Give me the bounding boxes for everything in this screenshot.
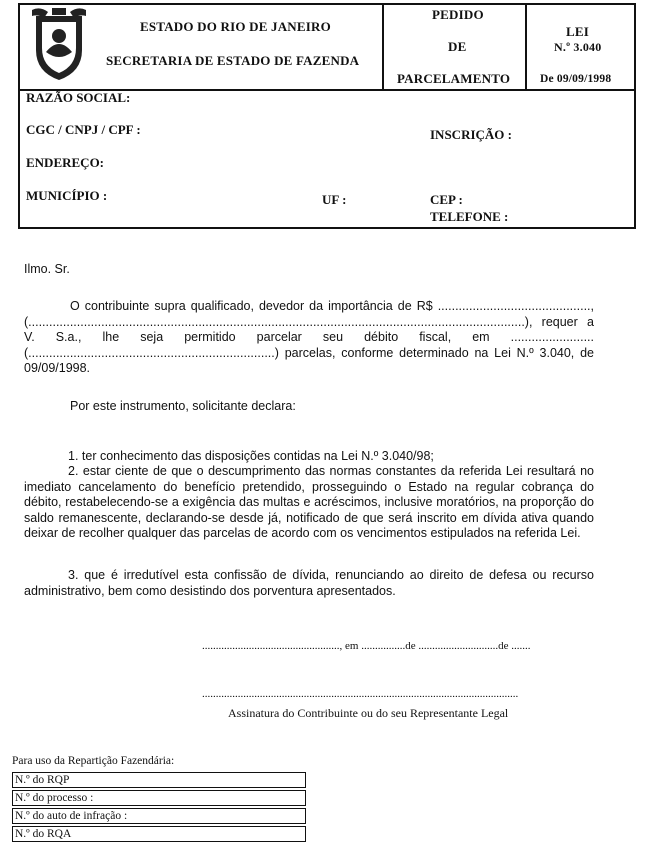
date-line bbox=[202, 640, 530, 652]
field-cep: CEP : bbox=[430, 192, 463, 207]
office-rqa-box[interactable] bbox=[12, 826, 306, 842]
office-processo-box[interactable] bbox=[12, 790, 306, 806]
field-telefone: TELEFONE : bbox=[430, 209, 509, 224]
office-rqp-box[interactable] bbox=[12, 772, 306, 788]
declaration-item-2: 2. estar ciente de que o descumprimento das normas constantes da referida Lei resultará no imediato cancelamento do benefício pretendido, prosseguindo o Estado na regular cobrança do débito, restabelecendo-se a exigência das multas e acréscimos, inclusive moratórios, na proporção do saldo remanescente, declarando-se desde já, notificado de que será inscrito em dívida ativa quando deixar de recolher qualquer das parcelas de acordo com os vencimentos estipulados na referida Lei. bbox=[24, 464, 594, 540]
office-rqa-label: N.º do RQA bbox=[15, 828, 72, 840]
field-municipio: MUNICÍPIO : bbox=[26, 188, 108, 203]
office-auto-box[interactable] bbox=[12, 808, 306, 824]
request-title-line2: DE bbox=[448, 39, 467, 54]
request-paragraph: O contribuinte supra qualificado, devedor da importância de R$ ............................................, (...............................................................................................................................................), requer a V. S.a., lhe seja permitido parcelar seu débito fiscal, em ........................ (.......................................................................) parcelas, conforme determinado na Lei N.º 3.040, de 09/09/1998. bbox=[24, 299, 594, 375]
law-date: De 09/09/1998 bbox=[540, 73, 612, 85]
field-uf: UF : bbox=[322, 192, 347, 207]
signature-line[interactable]: ................................................................................................................... bbox=[202, 688, 519, 700]
field-endereco: ENDEREÇO: bbox=[26, 155, 105, 170]
declaration-item-1: 1. ter conhecimento das disposições contidas na Lei N.º 3.040/98; bbox=[68, 449, 434, 463]
date-month-blank[interactable]: ............................. bbox=[418, 640, 499, 652]
field-razao-social: RAZÃO SOCIAL: bbox=[26, 90, 131, 105]
date-year-blank[interactable]: ....... bbox=[511, 640, 531, 652]
request-title-line1: PEDIDO bbox=[432, 7, 484, 22]
office-processo-label: N.º do processo : bbox=[15, 792, 94, 804]
salutation: Ilmo. Sr. bbox=[24, 262, 70, 276]
signature-label: Assinatura do Contribuinte ou do seu Representante Legal bbox=[228, 706, 509, 720]
date-day-blank[interactable]: ................ bbox=[361, 640, 406, 652]
date-city-blank[interactable]: .................................................. bbox=[202, 640, 340, 652]
coat-of-arms-logo bbox=[30, 6, 88, 84]
date-em: , em bbox=[339, 640, 359, 652]
request-title-line3: PARCELAMENTO bbox=[397, 71, 511, 86]
date-de-1: de bbox=[405, 640, 416, 652]
state-name: ESTADO DO RIO DE JANEIRO bbox=[140, 19, 331, 34]
secretariat-name: SECRETARIA DE ESTADO DE FAZENDA bbox=[106, 53, 360, 68]
law-number: N.º 3.040 bbox=[554, 40, 602, 54]
field-inscricao: INSCRIÇÃO : bbox=[430, 127, 512, 142]
field-cgc: CGC / CNPJ / CPF : bbox=[26, 122, 141, 137]
header-divider-1 bbox=[382, 3, 384, 89]
office-rqp-label: N.º do RQP bbox=[15, 774, 70, 786]
law-label: LEI bbox=[566, 24, 590, 39]
header-divider-2 bbox=[525, 3, 527, 89]
office-auto-label: N.º do auto de infração : bbox=[15, 810, 128, 822]
declaration-intro: Por este instrumento, solicitante declara: bbox=[70, 399, 296, 413]
declaration-item-3: 3. que é irredutível esta confissão de dívida, renunciando ao direito de defesa ou recurso administrativo, bem como desistindo dos porventura apresentados. bbox=[24, 568, 594, 598]
office-use-title: Para uso da Repartição Fazendária: bbox=[12, 755, 175, 767]
date-de-2: de bbox=[498, 640, 509, 652]
